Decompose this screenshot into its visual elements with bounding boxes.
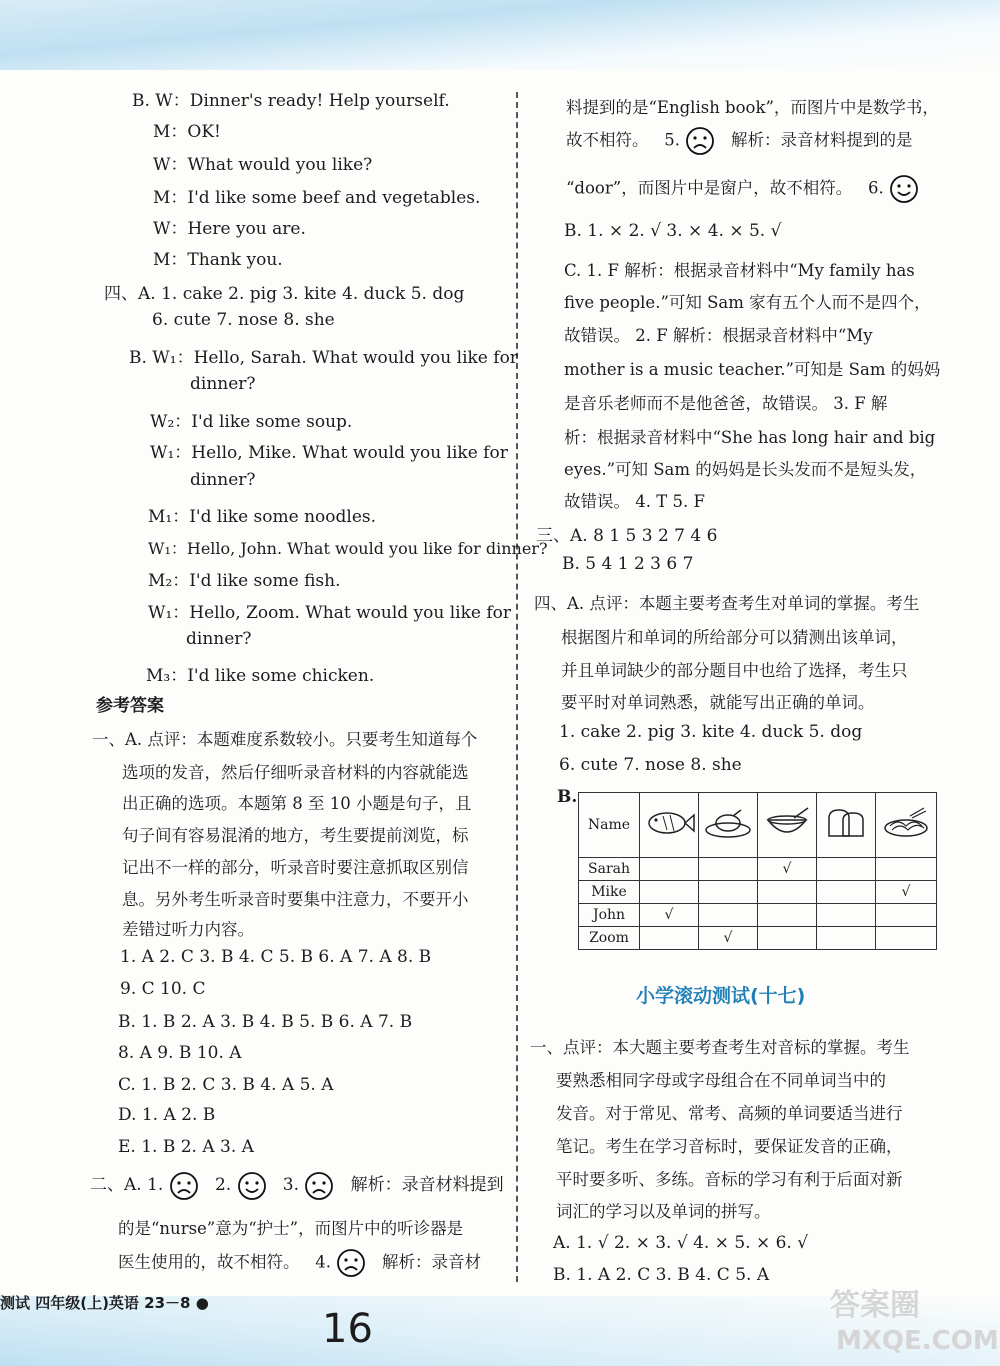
c-line: 是音乐老师而不是他爸爸，故错误。 3. F 解 [564,394,888,413]
mark-cell [758,904,817,927]
four-a-answers: 6. cute 7. nose 8. she [152,310,335,330]
one-a-comment: 记出不一样的部分，听录音时要注意抓取区别信 [122,858,469,877]
mark-cell [817,881,876,904]
right-line [566,174,919,204]
answer-line: B. 1. B 2. A 3. B 4. B 5. B 6. A 7. B [118,1012,413,1032]
row-name: Mike [579,881,640,904]
column-divider [516,92,518,1282]
dialog1-line: W：What would you like? [153,155,373,175]
one-b-answers: B. 1. A 2. C 3. B 4. C 5. A [553,1265,770,1285]
right-text: 故不相符。 [566,130,649,150]
bread-icon [817,793,876,858]
right-n6: 6. [867,178,884,198]
one-comment: 平时要多听、多练。音标的学习有利于后面对新 [556,1170,903,1189]
four-a-answers: 6. cute 7. nose 8. she [559,755,742,775]
four-a-comment: 四、A. 点评：本题主要考查考生对单词的掌握。考生 [534,594,920,613]
right-n5: 5. [664,130,680,150]
sad-face-icon [685,126,715,156]
smile-face-icon [237,1171,267,1201]
c-line: eyes.”可知 Sam 的妈妈是长头发而不是短头发， [564,460,927,479]
one-a-comment: 差错过听力内容。 [122,920,254,939]
dialog2-line: W₂：I'd like some soup. [150,412,353,432]
mark-cell [817,927,876,950]
table-row [579,927,937,950]
dialog2-line: M₂：I'd like some fish. [148,571,341,591]
answer-line: 1. A 2. C 3. B 4. C 5. B 6. A 7. A 8. B [120,947,432,967]
c-line: 故错误。 2. F 解析：根据录音材料中“My [564,326,873,345]
watermark-url: MXQE.COM [836,1326,999,1356]
mark-cell: √ [699,927,758,950]
dialog2-line: dinner? [190,374,256,394]
mark-cell [640,927,699,950]
right-note: 解析：录音材料提到的是 [731,130,913,150]
page-number: 16 [322,1306,373,1352]
two-a-note2: 解析：录音材 [382,1252,481,1272]
table-row [579,904,937,927]
fish-icon [640,793,699,858]
soup-bowl-icon [758,793,817,858]
one-comment: 一、点评：本大题主要考查考生对音标的掌握。考生 [530,1038,910,1057]
mark-cell [699,904,758,927]
row-name: Sarah [579,858,640,881]
top-decoration [0,0,1000,70]
right-text: “door”，而图片中是窗户，故不相符。 [566,178,853,198]
answer-line: D. 1. A 2. B [118,1105,216,1125]
mark-cell [876,858,937,881]
two-a-prefix: 二、A. 1. [90,1175,164,1195]
answer-line: E. 1. B 2. A 3. A [118,1137,254,1157]
one-a-comment: 出正确的选项。本题第 8 至 10 小题是句子，且 [122,794,472,813]
b-label: B. [557,787,578,807]
mark-cell: √ [876,881,937,904]
dialog2-line: dinner? [190,470,256,490]
four-a-answers: 四、A. 1. cake 2. pig 3. kite 4. duck 5. dog [104,284,465,304]
c-line: 故错误。 4. T 5. F [564,492,705,511]
dialog1-line: W：Here you are. [153,219,306,239]
sad-face-icon [169,1171,199,1201]
c-line: 析：根据录音材料中“She has long hair and big [564,428,936,447]
dialog2-line: W₁：Hello, Mike. What would you like for [150,443,508,463]
dialog1-line: M：OK! [153,122,221,142]
one-a-comment: 句子间有容易混淆的地方，考生要提前浏览，标 [122,826,469,845]
mark-cell: √ [758,858,817,881]
dialog2-line: W₁：Hello, John. What would you like for dinner? [148,539,548,558]
table-row [579,858,937,881]
right-line [566,126,913,156]
c-line: C. 1. F 解析：根据录音材料中“My family has [564,261,915,280]
watermark-logo: 答案圈 [830,1288,920,1323]
right-line: 料提到的是“English book”，而图片中是数学书， [566,98,939,117]
four-a-comment: 根据图片和单词的所给部分可以猜测出该单词， [561,628,908,647]
dialog1-line: B. W：Dinner's ready! Help yourself. [132,91,450,111]
mark-cell [699,858,758,881]
sad-face-icon [336,1248,366,1278]
one-comment: 词汇的学习以及单词的拼写。 [556,1202,771,1221]
c-line: mother is a music teacher.”可知是 Sam 的妈妈 [564,360,941,379]
mark-cell [876,927,937,950]
answer-line: 9. C 10. C [120,979,206,999]
reference-answer-title: 参考答案 [96,696,164,716]
dialog2-line: dinner? [186,629,252,649]
four-a-comment: 并且单词缺少的部分题目中也给了选择，考生只 [561,661,908,680]
mark-cell [876,904,937,927]
three-b-answers: B. 5 4 1 2 3 6 7 [562,554,694,574]
dialog2-line: W₁：Hello, Zoom. What would you like for [148,603,512,623]
one-a-comment: 息。另外考生听录音时要集中注意力，不要开小 [122,890,469,909]
mark-cell [758,881,817,904]
food-answer-table [578,792,937,950]
page-footer: 测试 四年级(上)英语 23－8 ● [0,1294,209,1312]
four-a-comment: 要平时对单词熟悉，就能写出正确的单词。 [561,693,875,712]
two-a-line: 的是“nurse”意为“护士”，而图片中的听诊器是 [118,1219,464,1238]
mark-cell [699,881,758,904]
dialog2-line: B. W₁：Hello, Sarah. What would you like for [129,348,518,368]
row-name: John [579,904,640,927]
mark-cell [640,858,699,881]
chicken-dish-icon [699,793,758,858]
mark-cell [817,858,876,881]
two-a-line [118,1248,481,1278]
one-comment: 发音。对于常见、常考、高频的单词要适当进行 [556,1104,903,1123]
mark-cell: √ [640,904,699,927]
two-a-text: 医生使用的，故不相符。 [118,1252,300,1272]
two-a-n4: 4. [315,1252,331,1272]
three-a-answers: 三、A. 8 1 5 3 2 7 4 6 [536,526,718,546]
four-a-answers: 1. cake 2. pig 3. kite 4. duck 5. dog [559,722,863,742]
dialog2-line: M₃：I'd like some chicken. [146,666,375,686]
table-row [579,881,937,904]
two-a-n3: 3. [282,1175,300,1195]
mark-cell [817,904,876,927]
b-answers: B. 1. × 2. √ 3. × 4. × 5. √ [564,221,782,241]
noodles-icon [876,793,937,858]
section-title: 小学滚动测试(十七) [636,985,806,1007]
answer-line: C. 1. B 2. C 3. B 4. A 5. A [118,1075,334,1095]
c-line: five people.”可知 Sam 家有五个人而不是四个， [564,293,931,312]
mark-cell [758,927,817,950]
row-name: Zoom [579,927,640,950]
dialog1-line: M：Thank you. [153,250,283,270]
mark-cell [640,881,699,904]
one-a-comment: 选项的发音，然后仔细听录音材料的内容就能选 [122,763,469,782]
table-header-name: Name [579,793,640,858]
dialog2-line: M₁：I'd like some noodles. [148,507,377,527]
answer-line: 8. A 9. B 10. A [118,1043,242,1063]
sad-face-icon [304,1171,334,1201]
two-a-n2: 2. [214,1175,232,1195]
dialog1-line: M：I'd like some beef and vegetables. [153,188,481,208]
one-a-answers: A. 1. √ 2. × 3. √ 4. × 5. × 6. √ [553,1233,809,1253]
two-a-line [90,1170,504,1201]
one-comment: 笔记。考生在学习音标时，要保证发音的正确， [556,1137,903,1156]
one-comment: 要熟悉相同字母或字母组合在不同单词当中的 [556,1071,886,1090]
smile-face-icon [889,174,919,204]
one-a-comment: 一、A. 点评：本题难度系数较小。只要考生知道每个 [92,730,478,749]
two-a-note: 解析：录音材料提到 [350,1175,504,1195]
